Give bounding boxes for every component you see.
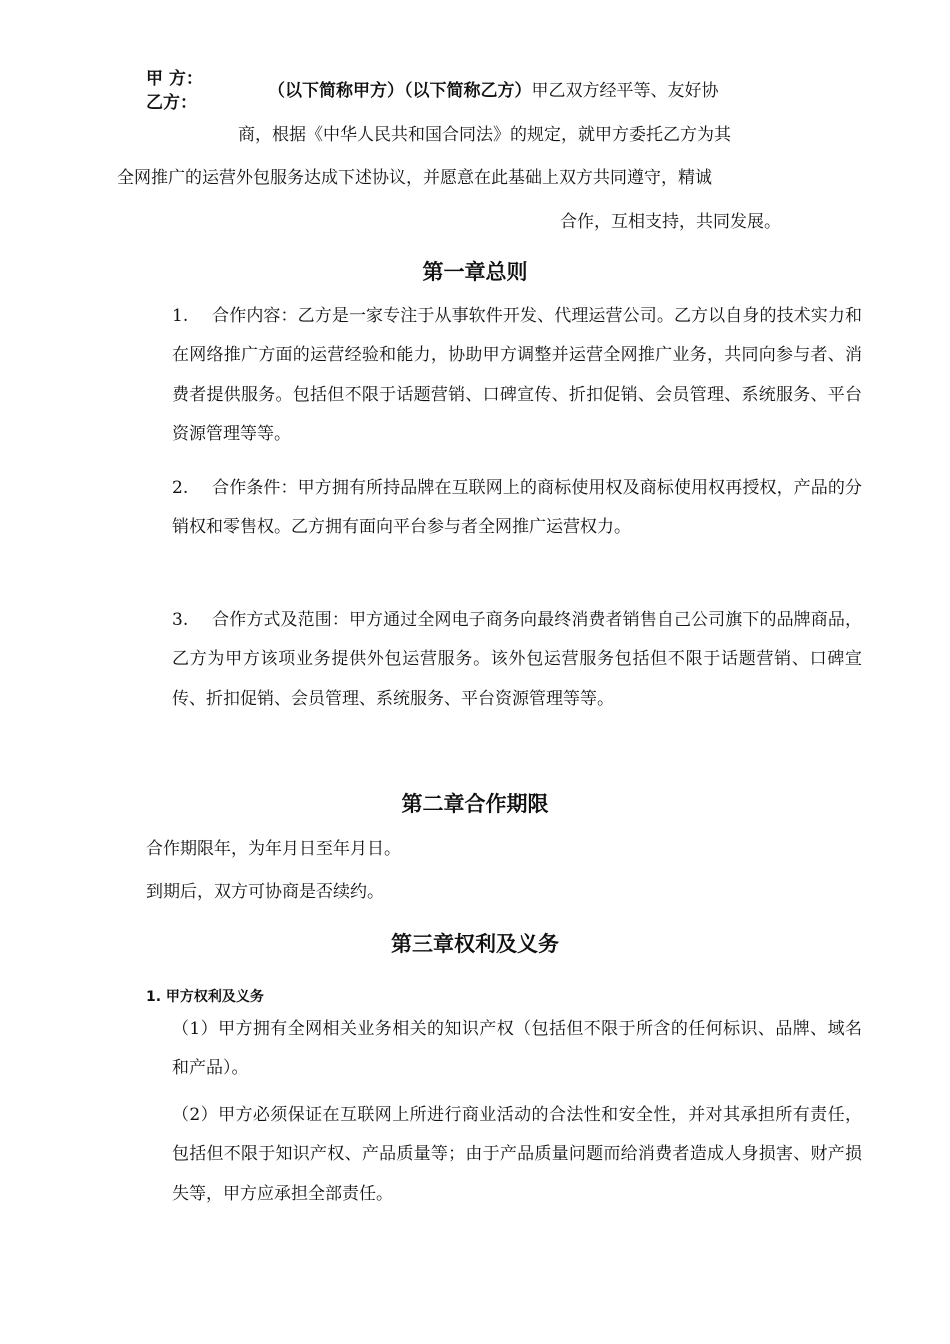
- intro-line-1-rest: 甲乙双方经平等、友好协: [531, 81, 719, 101]
- party-b-label: 乙方：: [146, 93, 197, 113]
- item-number: （1）: [172, 1019, 219, 1039]
- chapter-1-title: 第一章总则: [422, 260, 528, 284]
- intro-line-3: 全网推广的运营外包服务达成下述协议，并愿意在此基础上双方共同遵守，精诚: [117, 168, 712, 188]
- item-text: 甲方必须保证在互联网上所进行商业活动的合法性和安全性，并对其承担所有责任，包括但不限于知识产权、产品质量等；由于产品质量问题而给消费者造成人身损害、财产损失等，甲方应承担全部责任。: [172, 1105, 862, 1204]
- item-number: 2.: [172, 478, 189, 498]
- item-text: 合作条件：甲方拥有所持品牌在互联网上的商标使用权及商标使用权再授权，产品的分销权和零售权。乙方拥有面向平台参与者全网推广运营权力。: [172, 478, 862, 538]
- section-party-a-rights: 1. 甲方权利及义务: [146, 989, 264, 1005]
- item-number: 3.: [172, 610, 189, 630]
- intro-line-1: [268, 76, 719, 101]
- chapter-1-item-3: [172, 601, 862, 719]
- intro-bold-text: （以下简称甲方）（以下简称乙方）: [268, 81, 532, 101]
- term-line-2: 到期后，双方可协商是否续约。: [146, 882, 384, 902]
- intro-line-4: 合作，互相支持，共同发展。: [560, 212, 781, 232]
- chapter-3-title: 第三章权利及义务: [391, 932, 559, 956]
- term-line-1: 合作期限年，为年月日至年月日。: [146, 839, 401, 859]
- item-number: （2）: [172, 1105, 219, 1125]
- chapter-1-item-1: [172, 297, 862, 454]
- item-text: 合作内容：乙方是一家专注于从事软件开发、代理运营公司。乙方以自身的技术实力和在网络推广方面的运营经验和能力，协助甲方调整并运营全网推广业务，共同向参与者、消费者提供服务。包括但不限于话题营销、口碑宣传、折扣促销、会员管理、系统服务、平台资源管理等等。: [172, 306, 862, 444]
- chapter-3-item-2: [172, 1096, 862, 1214]
- item-number: 1.: [172, 306, 189, 326]
- party-a-label: 甲 方：: [146, 69, 203, 89]
- chapter-1-item-2: [172, 469, 862, 548]
- item-text: 合作方式及范围：甲方通过全网电子商务向最终消费者销售自己公司旗下的品牌商品，乙方为甲方该项业务提供外包运营服务。该外包运营服务包括但不限于话题营销、口碑宣传、折扣促销、会员管理、系统服务、平台资源管理等等。: [172, 610, 862, 709]
- chapter-3-item-1: [172, 1010, 862, 1089]
- chapter-2-title: 第二章合作期限: [401, 792, 549, 816]
- item-text: 甲方拥有全网相关业务相关的知识产权（包括但不限于所含的任何标识、品牌、域名和产品）。: [172, 1019, 862, 1079]
- intro-line-2: 商，根据《中华人民共和国合同法》的规定，就甲方委托乙方为其: [238, 125, 731, 145]
